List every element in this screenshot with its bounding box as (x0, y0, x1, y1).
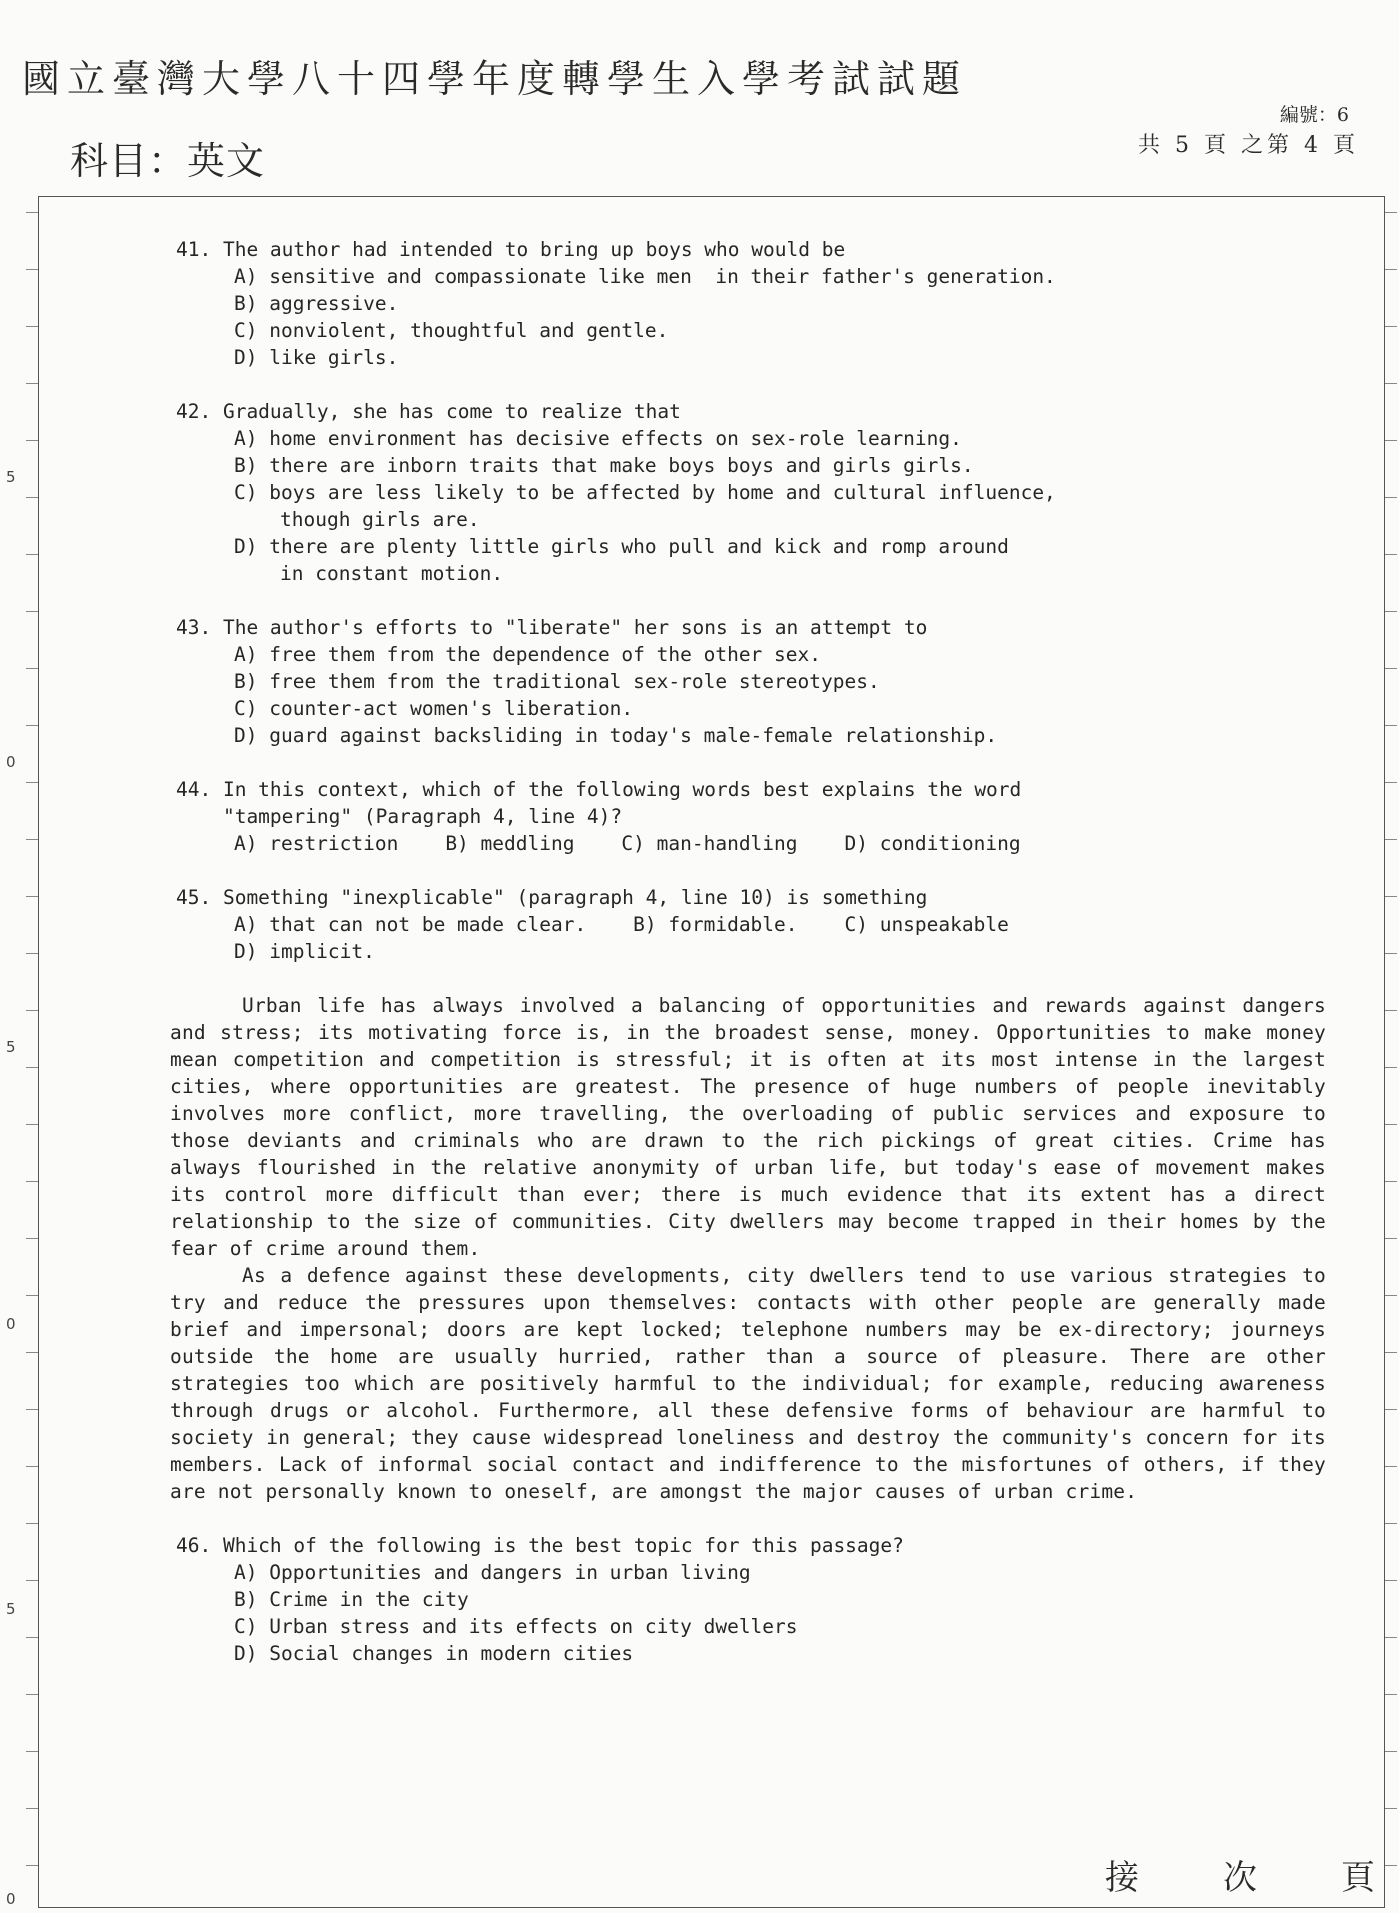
margin-tick (26, 269, 38, 270)
answer-option: A) Opportunities and dangers in urban living (234, 1561, 751, 1584)
margin-tick (26, 1010, 38, 1011)
margin-mark: 0 (6, 1315, 16, 1333)
margin-tick (26, 839, 38, 840)
margin-tick (1385, 1466, 1397, 1467)
answer-option: C) counter-act women's liberation. (234, 697, 634, 720)
serial-number: 編號：6 (1279, 104, 1349, 126)
margin-tick (26, 668, 38, 669)
margin-tick (26, 782, 38, 783)
margin-tick (26, 1580, 38, 1581)
margin-tick (26, 1181, 38, 1182)
question-item (176, 884, 1326, 965)
margin-tick (1385, 1523, 1397, 1524)
margin-tick (1385, 1238, 1397, 1239)
margin-tick (1385, 953, 1397, 954)
margin-tick (1385, 497, 1397, 498)
margin-tick (1385, 1580, 1397, 1581)
answer-option: D) like girls. (234, 346, 399, 369)
passage-paragraph: As a defence against these developments, city dwellers tend to use various strategies to try and reduce the pressures upon themselves: contacts with other people are generally made brief and impersonal; doors are kept locked; telephone numbers may be ex-directory; journeys outside the home are usually hurried, rather than a source of pleasure. There are other strategies too which are positively harmful to the individual; for example, reducing awareness through drugs or alcohol. Furthermore, all these defensive forms of behaviour are harmful to society in general; they cause widespread loneliness and destroy the community's concern for its members. Lack of informal social contact and indifference to the misfortunes of others, if they are not personally known to oneself, are amongst the major causes of urban crime. (170, 1264, 1326, 1503)
margin-tick (1385, 1751, 1397, 1752)
reading-passage (170, 992, 1326, 1505)
margin-tick (1385, 269, 1397, 270)
margin-tick (26, 326, 38, 327)
margin-tick (1385, 1067, 1397, 1068)
answer-option: B) Crime in the city (234, 1588, 469, 1611)
margin-tick (1385, 326, 1397, 327)
margin-tick (26, 554, 38, 555)
margin-tick (1385, 1352, 1397, 1353)
margin-tick (1385, 1409, 1397, 1410)
question-group-b (176, 1532, 1326, 1667)
margin-tick (26, 1694, 38, 1695)
margin-mark: 5 (6, 1600, 16, 1618)
margin-tick (1385, 1637, 1397, 1638)
answer-option: B) aggressive. (234, 292, 399, 315)
margin-tick (26, 1466, 38, 1467)
margin-tick (1385, 383, 1397, 384)
answer-option: A) sensitive and compassionate like men in their father's generation. (234, 265, 1056, 288)
answer-option: A) that can not be made clear. B) formidable. C) unspeakable (234, 913, 1009, 936)
margin-tick (26, 1067, 38, 1068)
footer-char: 接 (1105, 1858, 1139, 1898)
margin-tick (26, 725, 38, 726)
margin-tick (1385, 1808, 1397, 1809)
margin-tick (1385, 839, 1397, 840)
margin-mark: 0 (6, 753, 16, 771)
margin-tick (1385, 1124, 1397, 1125)
margin-tick (1385, 1865, 1397, 1866)
exam-title: 國立臺灣大學八十四學年度轉學生入學考試試題 (22, 57, 968, 101)
question-group-a (176, 236, 1326, 965)
margin-tick (1385, 1181, 1397, 1182)
answer-option: D) implicit. (234, 940, 375, 963)
margin-tick (26, 953, 38, 954)
margin-tick (26, 1523, 38, 1524)
answer-option: A) home environment has decisive effects on sex-role learning. (234, 427, 962, 450)
margin-tick (26, 383, 38, 384)
margin-tick (26, 896, 38, 897)
answer-option: A) free them from the dependence of the other sex. (234, 643, 821, 666)
margin-tick (26, 212, 38, 213)
subject-label: 科目：英文 (70, 139, 266, 183)
margin-tick (26, 1751, 38, 1752)
answer-option: D) Social changes in modern cities (234, 1642, 634, 1665)
answer-option: D) guard against backsliding in today's male-female relationship. (234, 724, 998, 747)
question-item (176, 776, 1326, 857)
margin-tick (1385, 896, 1397, 897)
margin-tick (26, 611, 38, 612)
margin-tick (26, 497, 38, 498)
answer-option: C) nonviolent, thoughtful and gentle. (234, 319, 669, 342)
margin-mark: 5 (6, 468, 16, 486)
margin-tick (26, 1808, 38, 1809)
question-stem: 42. Gradually, she has come to realize that (176, 400, 681, 423)
answer-option: D) there are plenty little girls who pull and kick and romp around (234, 535, 1009, 558)
answer-option: in constant motion. (280, 562, 504, 585)
margin-tick (1385, 1694, 1397, 1695)
page-indicator: 共 5 頁 之第 4 頁 (1138, 133, 1359, 158)
margin-tick (26, 440, 38, 441)
question-stem: 46. Which of the following is the best topic for this passage? (176, 1534, 904, 1557)
answer-option: A) restriction B) meddling C) man-handling D) conditioning (234, 832, 1021, 855)
question-item (176, 1532, 1326, 1667)
margin-tick (26, 1865, 38, 1866)
margin-tick (1385, 668, 1397, 669)
margin-tick (1385, 611, 1397, 612)
margin-tick (1385, 440, 1397, 441)
answer-option: B) there are inborn traits that make boys boys and girls girls. (234, 454, 974, 477)
question-stem: "tampering" (Paragraph 4, line 4)? (176, 805, 623, 828)
exam-content (170, 236, 1326, 1694)
margin-tick (26, 1409, 38, 1410)
margin-tick (1385, 725, 1397, 726)
continue-next-page (1105, 1850, 1375, 1899)
margin-tick (26, 1352, 38, 1353)
question-stem: 45. Something "inexplicable" (paragraph 4, line 10) is something (176, 886, 928, 909)
answer-option: though girls are. (280, 508, 480, 531)
footer-char: 次 (1223, 1858, 1257, 1898)
question-stem: 41. The author had intended to bring up boys who would be (176, 238, 846, 261)
footer-char: 頁 (1341, 1858, 1375, 1898)
margin-tick (1385, 1010, 1397, 1011)
question-item (176, 236, 1326, 371)
answer-option: C) Urban stress and its effects on city dwellers (234, 1615, 798, 1638)
margin-mark: 5 (6, 1038, 16, 1056)
question-stem: 43. The author's efforts to "liberate" her sons is an attempt to (176, 616, 928, 639)
margin-tick (1385, 782, 1397, 783)
margin-mark: 0 (6, 1890, 16, 1908)
margin-tick (1385, 554, 1397, 555)
answer-option: B) free them from the traditional sex-role stereotypes. (234, 670, 880, 693)
question-item (176, 614, 1326, 749)
passage-paragraph: Urban life has always involved a balancing of opportunities and rewards against dangers and stress; its motivating force is, in the broadest sense, money. Opportunities to make money mean competition and competition is stressful; it is often at its most intense in the largest cities, where opportunities are greatest. The presence of huge numbers of people inevitably involves more conflict, more travelling, the overloading of public services and exposure to those deviants and criminals who are drawn to the rich pickings of great cities. Crime has always flourished in the relative anonymity of urban life, but today's ease of movement makes its control more difficult than ever; there is much evidence that its extent has a direct relationship to the size of communities. City dwellers may become trapped in their homes by the fear of crime around them. (170, 994, 1326, 1260)
margin-tick (1385, 212, 1397, 213)
question-item (176, 398, 1326, 587)
margin-tick (26, 1124, 38, 1125)
question-stem: 44. In this context, which of the following words best explains the word (176, 778, 1022, 801)
margin-tick (26, 1637, 38, 1638)
margin-tick (26, 1295, 38, 1296)
margin-tick (1385, 1295, 1397, 1296)
margin-tick (26, 1238, 38, 1239)
answer-option: C) boys are less likely to be affected by home and cultural influence, (234, 481, 1056, 504)
